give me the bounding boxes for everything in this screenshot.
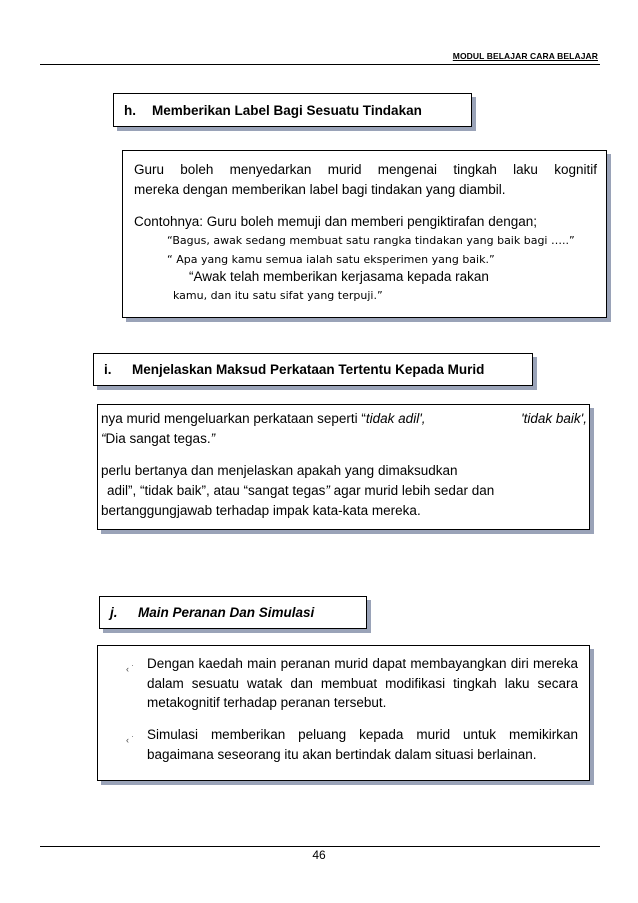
section-i-line2-open: “ [101, 431, 106, 446]
page-number: 46 [312, 848, 326, 862]
section-j-content-box [97, 645, 590, 781]
bullet-2-text: Simulasi memberikan peluang kepada murid untuk memikirkan bagaimana seseorang itu akan bertindak dalam situasi berlainan. [147, 727, 578, 762]
section-i-line2 [101, 429, 215, 449]
header-divider [40, 64, 600, 65]
section-i-letter: i. [104, 362, 112, 377]
section-h-para2: Contohnya: Guru boleh memuji dan memberi pengiktirafan dengan; [134, 214, 537, 229]
bullet-1-icon: ‹ ˙ [126, 664, 135, 674]
section-i-content-box [97, 404, 590, 530]
section-i-line1-quote-b: 'tidak baik', [521, 411, 587, 426]
section-h-para1-line1: Guru boleh menyedarkan murid mengenai tingkah laku kognitif [134, 162, 597, 177]
section-i-line1-text: nya murid mengeluarkan perkataan seperti “ [101, 411, 366, 426]
section-h-letter: h. [124, 102, 136, 118]
section-i-line2-text: Dia sangat tegas. [105, 431, 211, 446]
section-h-title-box [113, 93, 472, 127]
section-h-quote2: “ Apa yang kamu semua ialah satu eksperimen yang baik.” [167, 253, 495, 266]
section-j-letter: j. [110, 605, 118, 620]
bullet-2-icon: ‹ ˙ [126, 735, 135, 745]
section-i-line4-close: ” [325, 483, 330, 498]
section-h-quote1: “Bagus, awak sedang membuat satu rangka tindakan yang baik bagi …..” [167, 234, 575, 247]
footer-divider [40, 846, 600, 847]
section-i-line5: bertanggungjawab terhadap impak kata-kata mereka. [101, 503, 421, 518]
section-i-line4 [107, 481, 494, 501]
section-h-title: Memberikan Label Bagi Sesuatu Tindakan [152, 102, 422, 118]
section-i-line1 [101, 409, 587, 429]
section-j-title-box [99, 596, 367, 629]
section-i-line4-text: adil”, “tidak baik”, atau “sangat tegas [107, 483, 326, 498]
section-i-line4-end: agar murid lebih sedar dan [329, 483, 495, 498]
section-i-title-box [93, 353, 533, 386]
bullet-1-text: Dengan kaedah main peranan murid dapat membayangkan diri mereka dalam sesuatu watak dan membuat modifikasi tingkah laku secara metakognitif terhadap peranan tersebut. [147, 656, 578, 710]
section-h-content-box [122, 150, 607, 318]
section-i-line2-close: ” [210, 431, 216, 446]
section-j-bullet-2 [98, 710, 589, 780]
section-i-title: Menjelaskan Maksud Perkataan Tertentu Kepada Murid [132, 362, 485, 377]
section-i-line3: perlu bertanya dan menjelaskan apakah yang dimaksudkan [101, 463, 458, 478]
running-header: MODUL BELAJAR CARA BELAJAR [452, 51, 598, 61]
section-j-title: Main Peranan Dan Simulasi [138, 605, 315, 620]
section-i-line1-quote-a: tidak adil', [365, 411, 426, 426]
section-h-para1-line2: mereka dengan memberikan label bagi tindakan yang diambil. [134, 182, 506, 197]
section-h-quote4: kamu, dan itu satu sifat yang terpuji.” [173, 289, 383, 302]
section-h-quote3: “Awak telah memberikan kerjasama kepada rakan [189, 269, 489, 284]
section-j-bullet-1 [98, 646, 589, 710]
